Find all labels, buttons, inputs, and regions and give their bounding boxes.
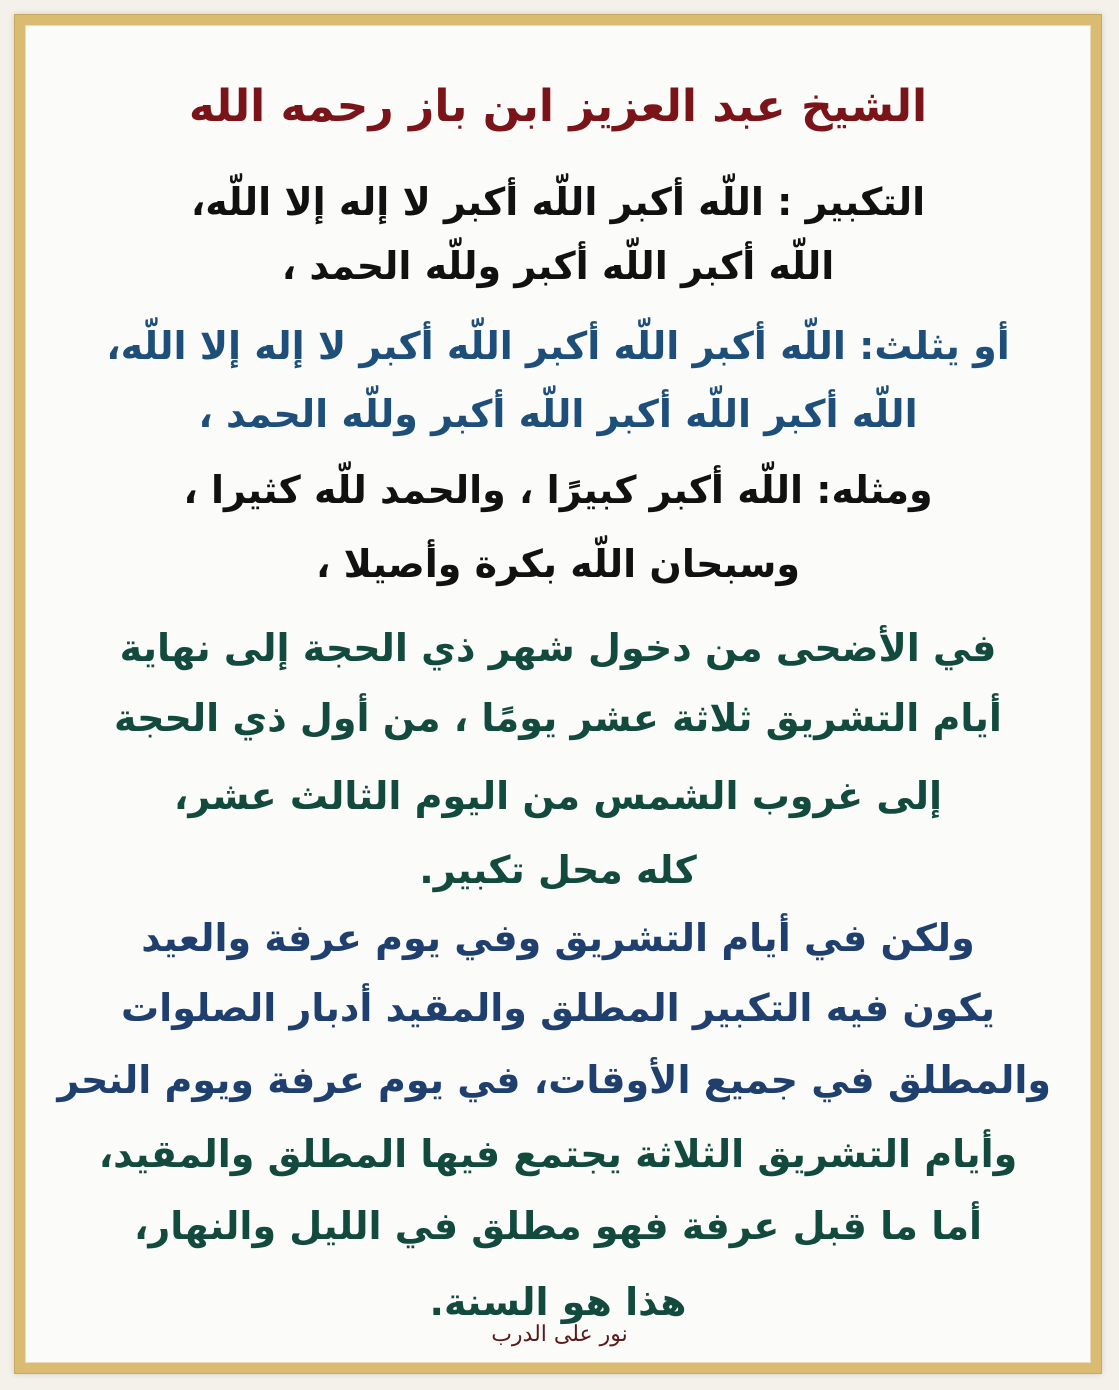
text-line-15: أما ما قبل عرفة فهو مطلق في الليل والنهار،	[133, 1204, 983, 1248]
gold-frame	[14, 14, 1102, 1374]
text-line-4: اللّه أكبر اللّه أكبر اللّه أكبر وللّه الحمد ،	[198, 392, 918, 436]
text-line-7: في الأضحى من دخول شهر ذي الحجة إلى نهاية	[119, 626, 997, 670]
text-line-11: ولكن في أيام التشريق وفي يوم عرفة والعيد	[141, 916, 975, 960]
text-line-5: ومثله: اللّه أكبر كبيرًا ، والحمد للّه كثيرا ،	[183, 468, 933, 512]
text-line-10: كله محل تكبير.	[419, 848, 697, 892]
text-line-14: وأيام التشريق الثلاثة يجتمع فيها المطلق والمقيد،	[98, 1132, 1018, 1176]
text-line-16: هذا هو السنة.	[429, 1280, 687, 1324]
text-line-13: والمطلق في جميع الأوقات، في يوم عرفة ويوم النحر	[57, 1058, 1051, 1102]
source-caption: نور على الدرب	[491, 1322, 628, 1347]
text-line-8: أيام التشريق ثلاثة عشر يومًا ، من أول ذي الحجة	[114, 696, 1002, 740]
text-line-12: يكون فيه التكبير المطلق والمقيد أدبار الصلوات	[121, 986, 995, 1030]
text-line-2: اللّه أكبر اللّه أكبر وللّه الحمد ،	[281, 244, 835, 288]
text-line-1: التكبير : اللّه أكبر اللّه أكبر لا إله إلا اللّه،	[190, 180, 926, 224]
text-line-6: وسبحان اللّه بكرة وأصيلا ،	[316, 542, 800, 586]
text-line-3: أو يثلث: اللّه أكبر اللّه أكبر اللّه أكبر لا إله إلا اللّه،	[106, 324, 1010, 368]
page-title: الشيخ عبد العزيز ابن باز رحمه الله	[188, 81, 928, 132]
text-line-9: إلى غروب الشمس من اليوم الثالث عشر،	[173, 774, 943, 818]
text-panel	[25, 25, 1091, 1363]
